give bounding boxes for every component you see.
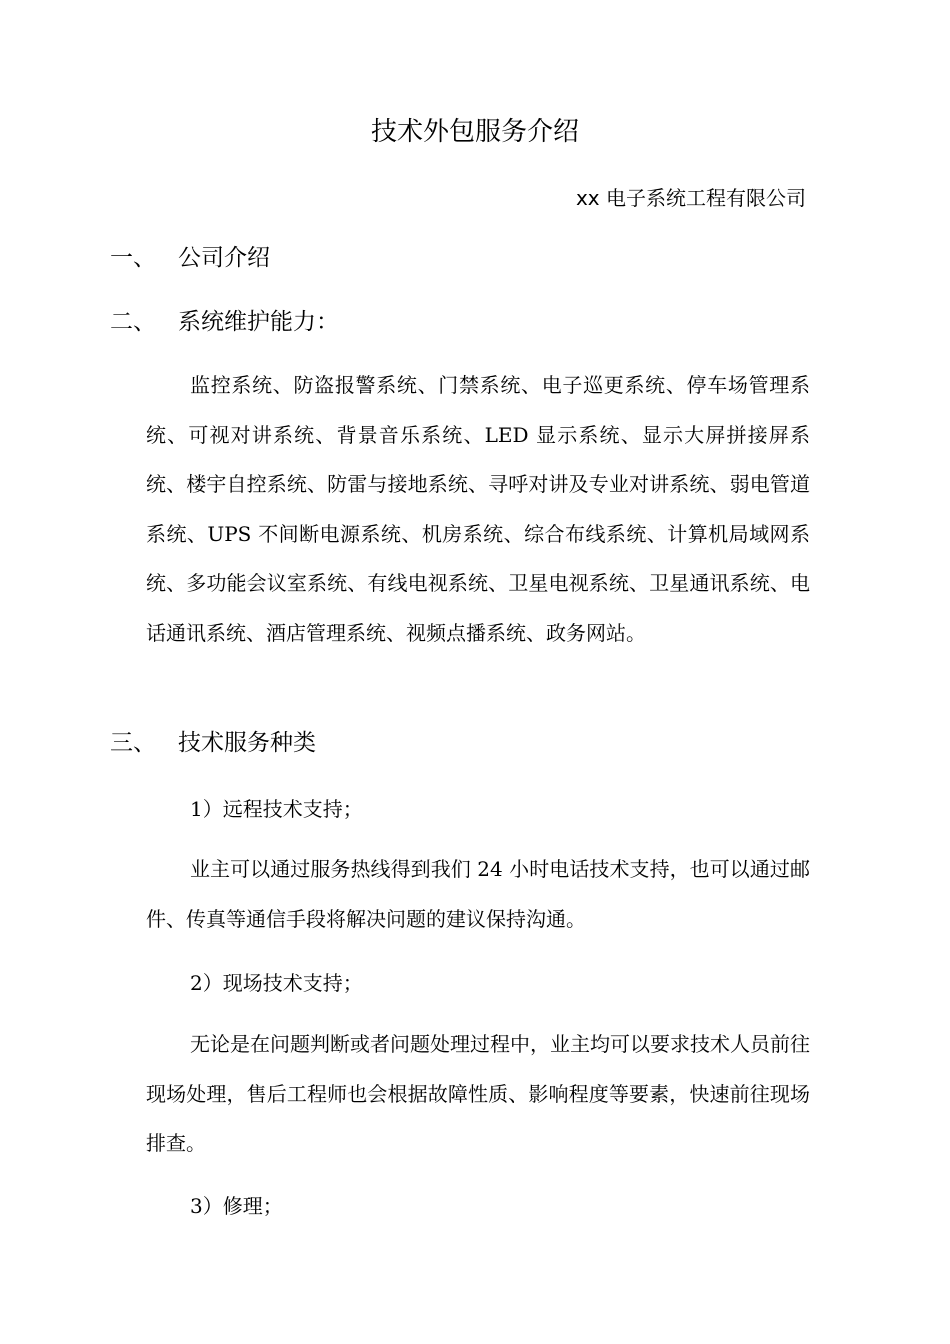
- section-heading-service-types: [110, 726, 316, 760]
- service-item-label: 2）现场技术支持；: [190, 971, 363, 995]
- company-name: xx 电子系统工程有限公司: [575, 186, 806, 210]
- service-item-text: 业主可以通过服务热线得到我们 24 小时电话技术支持，也可以通过邮件、传真等通信手段将解决问题的建议保持沟通。: [146, 857, 810, 931]
- section-number: 三、: [110, 730, 156, 756]
- section-number: 一、: [110, 245, 156, 271]
- section-heading-company-intro: [110, 241, 270, 275]
- section-number: 二、: [110, 309, 156, 335]
- document-title: 技术外包服务介绍: [370, 117, 579, 147]
- section-title: 技术服务种类: [178, 730, 316, 756]
- service-item-label: 3）修理；: [190, 1194, 283, 1218]
- service-item-text: 无论是在问题判断或者问题处理过程中，业主均可以要求技术人员前往现场处理，售后工程师也会根据故障性质、影响程度等要素，快速前往现场排查。: [146, 1032, 810, 1156]
- systems-paragraph: 监控系统、防盗报警系统、门禁系统、电子巡更系统、停车场管理系统、可视对讲系统、背景音乐系统、LED 显示系统、显示大屏拼接屏系统、楼宇自控系统、防雷与接地系统、寻呼对讲及专业对讲系统、弱电管道系统、UPS 不间断电源系统、机房系统、综合布线系统、计算机局域网系统、多功能会议室系统、有线电视系统、卫星电视系统、卫星通讯系统、电话通讯系统、酒店管理系统、视频点播系统、政务网站。: [146, 373, 810, 645]
- service-item-label: 1）远程技术支持；: [190, 797, 363, 821]
- section-title: 公司介绍: [178, 245, 270, 271]
- section-heading-maintenance-capability: [110, 305, 339, 339]
- section-title: 系统维护能力：: [178, 309, 339, 335]
